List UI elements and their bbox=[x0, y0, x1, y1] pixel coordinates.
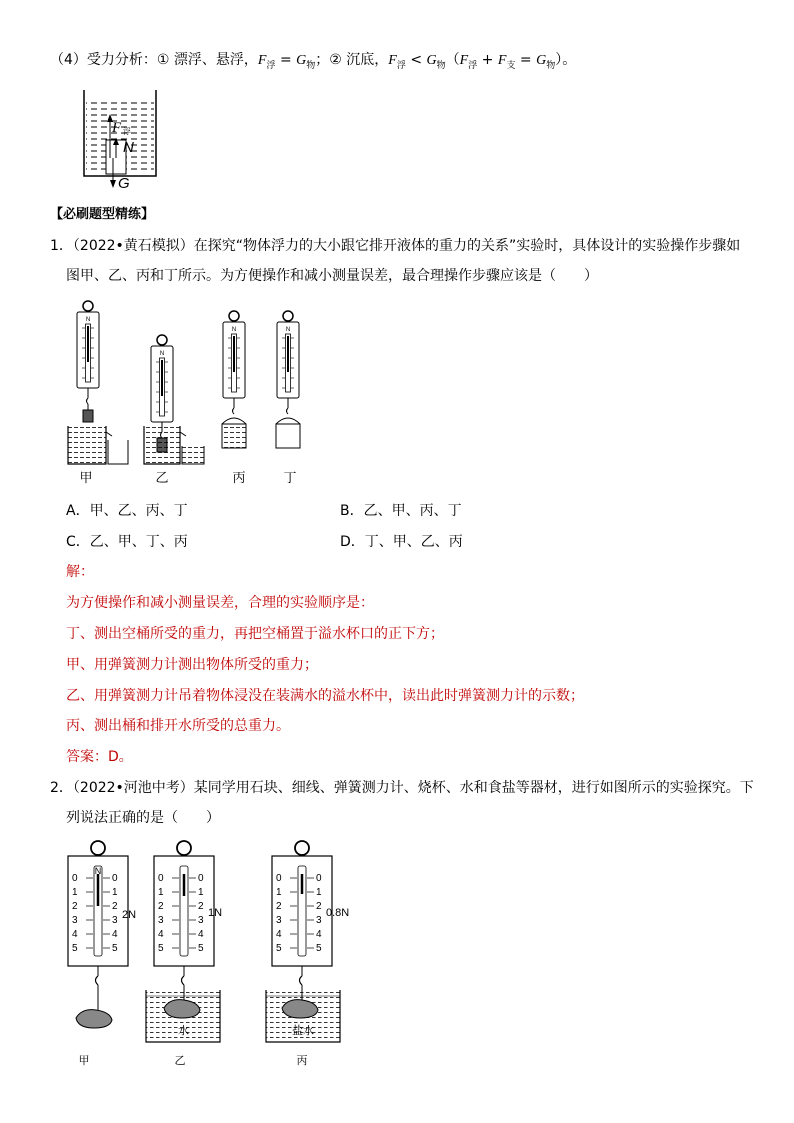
f-float-sub-3: 浮 bbox=[468, 60, 478, 71]
q1-option-a[interactable]: A．甲、乙、丙、丁 bbox=[66, 503, 188, 519]
f-float-sub-2: 浮 bbox=[396, 60, 406, 71]
force-analysis-prefix: （4）受力分析：① 漂浮、悬浮， bbox=[50, 52, 258, 68]
svg-text:3: 3 bbox=[198, 915, 204, 926]
f-float-symbol-2: F bbox=[388, 53, 397, 68]
g-sub-2: 物 bbox=[436, 60, 446, 71]
q2-label-bing: 丙 bbox=[296, 1055, 308, 1067]
f-float-symbol: F bbox=[257, 53, 267, 68]
svg-text:1: 1 bbox=[112, 887, 118, 898]
svg-text:0: 0 bbox=[72, 873, 78, 884]
q2-reading-yi: 1N bbox=[208, 907, 223, 919]
g-symbol: G bbox=[296, 53, 307, 68]
f-support-symbol: F bbox=[497, 53, 507, 68]
f-float-symbol-3: F bbox=[459, 53, 469, 68]
f-float-sub: 浮 bbox=[266, 60, 276, 71]
svg-text:1: 1 bbox=[276, 887, 282, 898]
g-symbol-3: G bbox=[536, 53, 547, 68]
svg-text:2: 2 bbox=[198, 901, 204, 912]
svg-text:4: 4 bbox=[72, 929, 78, 940]
q2-liquid-saltwater: 盐水 bbox=[292, 1025, 314, 1037]
svg-text:1: 1 bbox=[316, 887, 322, 898]
svg-text:5: 5 bbox=[72, 943, 78, 954]
q1-option-b[interactable]: B．乙、甲、丙、丁 bbox=[340, 503, 462, 519]
force-diagram bbox=[80, 88, 160, 192]
force-label-n: N bbox=[123, 139, 134, 156]
q1-label-ding: 丁 bbox=[283, 470, 297, 485]
svg-text:1: 1 bbox=[198, 887, 204, 898]
q2-liquid-water: 水 bbox=[178, 1025, 189, 1037]
svg-text:3: 3 bbox=[72, 915, 78, 926]
q1-solution-line1: 为方便操作和减小测量误差，合理的实验顺序是： bbox=[66, 595, 374, 611]
svg-text:3: 3 bbox=[112, 915, 118, 926]
q2-unit-jia: N bbox=[94, 866, 102, 876]
q2-label-jia: 甲 bbox=[78, 1055, 90, 1067]
q1-solution-line3: 甲、用弹簧测力计测出物体所受的重力； bbox=[66, 657, 318, 673]
q1-option-c[interactable]: C．乙、甲、丁、丙 bbox=[66, 534, 188, 550]
force-label-g: G bbox=[118, 175, 130, 192]
paren-close: ）。 bbox=[555, 52, 577, 68]
force-label-f: F bbox=[112, 120, 122, 136]
q1-option-d[interactable]: D．丁、甲、乙、丙 bbox=[340, 534, 463, 550]
q1-figure: N 甲 乙 丙 丁 bbox=[62, 300, 322, 492]
plus-sign: + bbox=[477, 52, 498, 68]
q1-label-yi: 乙 bbox=[155, 470, 169, 485]
less-than-sign: < bbox=[405, 52, 427, 68]
svg-text:0: 0 bbox=[198, 873, 204, 884]
svg-text:5: 5 bbox=[158, 943, 164, 954]
q1-stem-line2: 图甲、乙、丙和丁所示。为方便操作和减小测量误差，最合理操作步骤应该是（ ） bbox=[66, 268, 598, 284]
q1-stem-line1: 1．（2022•黄石模拟）在探究“物体浮力的大小跟它排开液体的重力的关系”实验时，具体设计的实验操作步骤如 bbox=[50, 238, 741, 254]
svg-text:4: 4 bbox=[316, 929, 322, 940]
q2-meter-jia bbox=[68, 841, 136, 1028]
svg-text:2: 2 bbox=[276, 901, 282, 912]
q1-solution-line2: 丁、测出空桶所受的重力，再把空桶置于溢水杯口的正下方； bbox=[66, 626, 444, 642]
q2-reading-bing: 0.8N bbox=[326, 907, 350, 919]
q1-solution-label: 解： bbox=[66, 564, 94, 580]
svg-text:4: 4 bbox=[112, 929, 118, 940]
q2-meter-yi bbox=[146, 841, 222, 1042]
force-label-f-sub: 浮 bbox=[123, 127, 131, 136]
equals-sign: = bbox=[275, 52, 297, 68]
force-analysis-line bbox=[50, 50, 576, 76]
svg-text:1: 1 bbox=[158, 887, 164, 898]
section-heading: 【必刷题型精练】 bbox=[50, 207, 155, 222]
svg-text:4: 4 bbox=[198, 929, 204, 940]
svg-text:1: 1 bbox=[72, 887, 78, 898]
q1-answer: 答案：D。 bbox=[66, 749, 133, 765]
svg-text:5: 5 bbox=[112, 943, 118, 954]
svg-text:0: 0 bbox=[158, 873, 164, 884]
svg-text:0: 0 bbox=[276, 873, 282, 884]
g-sub: 物 bbox=[306, 60, 316, 71]
svg-text:4: 4 bbox=[276, 929, 282, 940]
paren-open: （ bbox=[445, 52, 460, 68]
q2-stem-line2: 列说法正确的是（ ） bbox=[66, 810, 220, 826]
g-symbol-2: G bbox=[426, 53, 437, 68]
svg-text:3: 3 bbox=[276, 915, 282, 926]
q2-meter-bing bbox=[266, 841, 349, 1042]
svg-text:0: 0 bbox=[316, 873, 322, 884]
svg-text:5: 5 bbox=[276, 943, 282, 954]
svg-text:2: 2 bbox=[316, 901, 322, 912]
svg-text:5: 5 bbox=[198, 943, 204, 954]
svg-text:2: 2 bbox=[72, 901, 78, 912]
sink-text: ；② 沉底， bbox=[315, 52, 389, 68]
q2-label-yi: 乙 bbox=[174, 1055, 186, 1067]
svg-text:4: 4 bbox=[158, 929, 164, 940]
svg-text:3: 3 bbox=[316, 915, 322, 926]
q1-label-bing: 丙 bbox=[232, 470, 246, 485]
g-sub-3: 物 bbox=[546, 60, 556, 71]
q2-figure bbox=[60, 840, 380, 1072]
f-support-sub: 支 bbox=[506, 60, 516, 71]
q1-solution-line4: 乙、用弹簧测力计吊着物体浸没在装满水的溢水杯中，读出此时弹簧测力计的示数； bbox=[66, 688, 584, 704]
svg-text:2: 2 bbox=[158, 901, 164, 912]
svg-text:5: 5 bbox=[316, 943, 322, 954]
equals-sign-2: = bbox=[515, 52, 537, 68]
q1-solution-line5: 丙、测出桶和排开水所受的总重力。 bbox=[66, 718, 290, 734]
q1-label-jia: 甲 bbox=[79, 470, 93, 485]
q2-stem-line1: 2．（2022•河池中考）某同学用石块、细线、弹簧测力计、烧杯、水和食盐等器材，进行如图所示的实验探究。下 bbox=[50, 780, 754, 796]
q2-reading-jia: 2N bbox=[122, 909, 137, 921]
svg-text:3: 3 bbox=[158, 915, 164, 926]
svg-text:0: 0 bbox=[112, 873, 118, 884]
svg-text:2: 2 bbox=[112, 901, 118, 912]
